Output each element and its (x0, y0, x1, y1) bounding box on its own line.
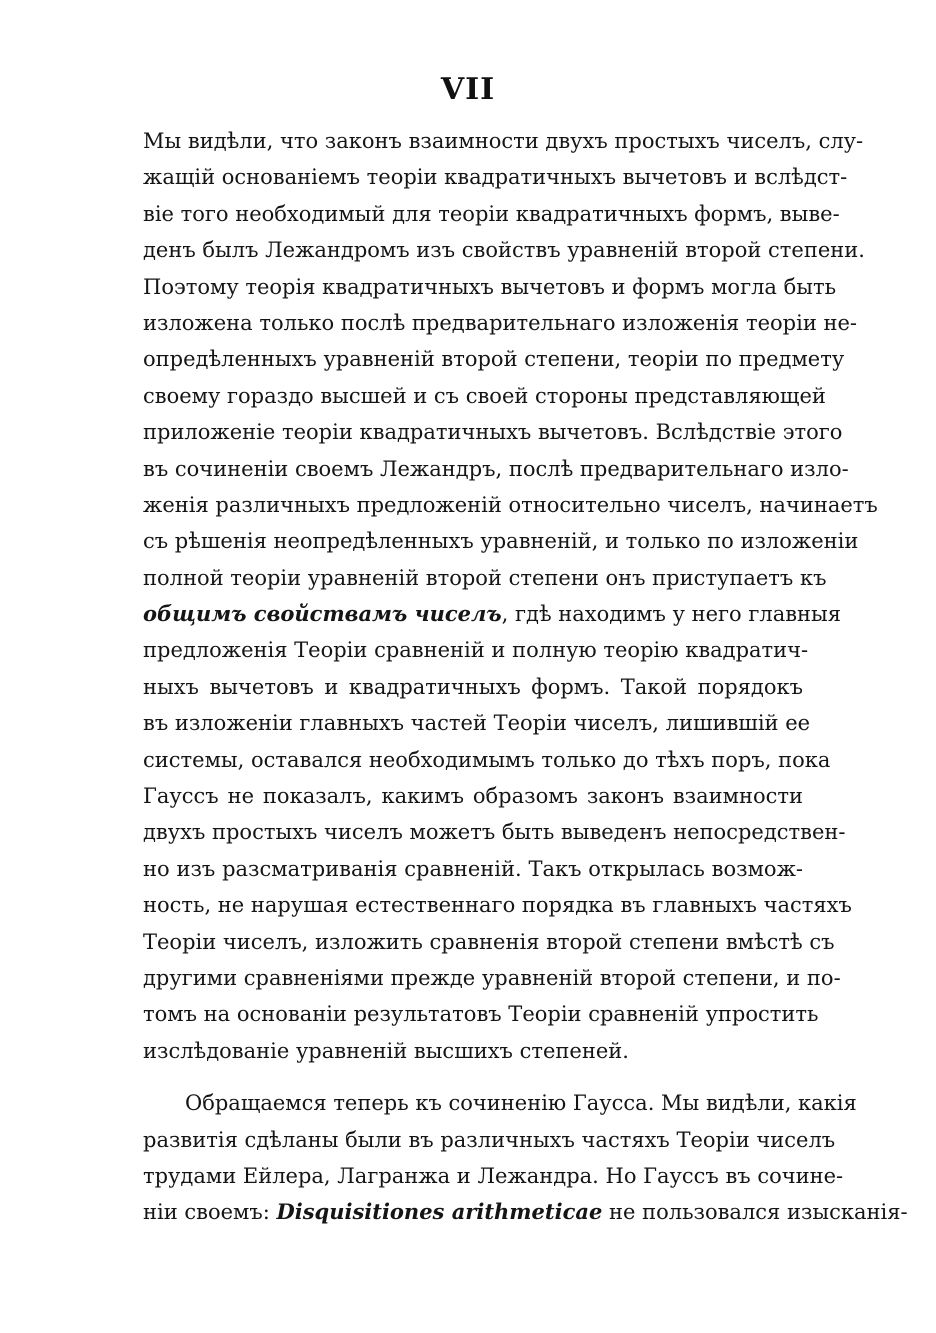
text-line: ныхъ вычетовъ и квадратичныхъ формъ. Такой порядокъ (143, 674, 803, 699)
text-line: предложенія Теоріи сравненій и полную теорію квадратич- (143, 638, 809, 663)
text-line: Мы видѣли, что законъ взаимности двухъ простыхъ чиселъ, слу- (143, 129, 864, 153)
italic-phrase: общимъ свойствамъ чиселъ (143, 601, 502, 627)
text-line: съ рѣшенія неопредѣленныхъ уравненій, и только по изложеніи (143, 529, 859, 554)
text-line: ность, не нарушая естественнаго порядка въ главныхъ частяхъ (143, 893, 852, 918)
paragraph-gap (143, 1069, 803, 1085)
text-line: Теоріи чиселъ, изложить сравненія второй степени вмѣстѣ съ (143, 929, 835, 954)
text-line: въ сочиненіи своемъ Лежандръ, послѣ предварительнаго изло- (143, 456, 849, 481)
text-line: двухъ простыхъ чиселъ можетъ быть выведенъ непосредствен- (143, 820, 846, 845)
line-after: не пользовался изысканія- (602, 1200, 908, 1225)
text-line: другими сравненіями прежде уравненій второй степени, и по- (143, 965, 841, 990)
text-line-emphasis (143, 1194, 908, 1230)
text-line: системы, оставался необходимымъ только до тѣхъ поръ, пока (143, 747, 831, 772)
text-line: женія различныхъ предложеній относительно чиселъ, начинаетъ (143, 492, 878, 517)
text-line: опредѣленныхъ уравненій второй степени, теоріи по предмету (143, 347, 845, 372)
body-text (143, 123, 908, 1231)
text-line-paragraph-end: изслѣдованіе уравненій высшихъ степеней. (143, 1038, 629, 1063)
text-line-emphasis (143, 596, 842, 632)
text-line: віе того необходимый для теоріи квадратичныхъ формъ, выве- (143, 201, 840, 226)
text-line: но изъ разсматриванія сравненій. Такъ открылась возмож- (143, 856, 803, 881)
italic-title: Disquisitiones arithmeticae (276, 1199, 603, 1225)
text-line: изложена только послѣ предварительнаго изложенія теоріи не- (143, 310, 858, 335)
text-line: своему гораздо высшей и съ своей стороны представляющей (143, 383, 826, 408)
page-number: VII (440, 72, 496, 107)
line-before: ніи своемъ: (143, 1200, 277, 1225)
text-line: томъ на основаніи результатовъ Теоріи сравненій упростить (143, 1002, 819, 1027)
text-line: Гауссъ не показалъ, какимъ образомъ законъ взаимности (143, 784, 803, 809)
text-line: въ изложеніи главныхъ частей Теоріи чиселъ, лишившій ее (143, 711, 811, 736)
text-line: денъ былъ Лежандромъ изъ свойствъ уравненій второй степени. (143, 238, 865, 263)
text-line: приложеніе теоріи квадратичныхъ вычетовъ. Вслѣдствіе этого (143, 420, 843, 445)
text-line: развитія сдѣланы были въ различныхъ частяхъ Теоріи чиселъ (143, 1127, 836, 1152)
text-line-paragraph-start: Обращаемся теперь къ сочиненію Гаусса. Мы видѣли, какія (185, 1091, 857, 1116)
text-line: жащій основаніемъ теоріи квадратичныхъ вычетовъ и вслѣдст- (143, 165, 848, 190)
text-line: Поэтому теорія квадратичныхъ вычетовъ и формъ могла быть (143, 274, 837, 299)
text-line: полной теоріи уравненій второй степени онъ приступаетъ къ (143, 565, 827, 590)
text-line: трудами Ейлера, Лагранжа и Лежандра. Но Гауссъ въ сочине- (143, 1163, 844, 1188)
line-rest: , гдѣ находимъ у него главныя (501, 602, 842, 627)
